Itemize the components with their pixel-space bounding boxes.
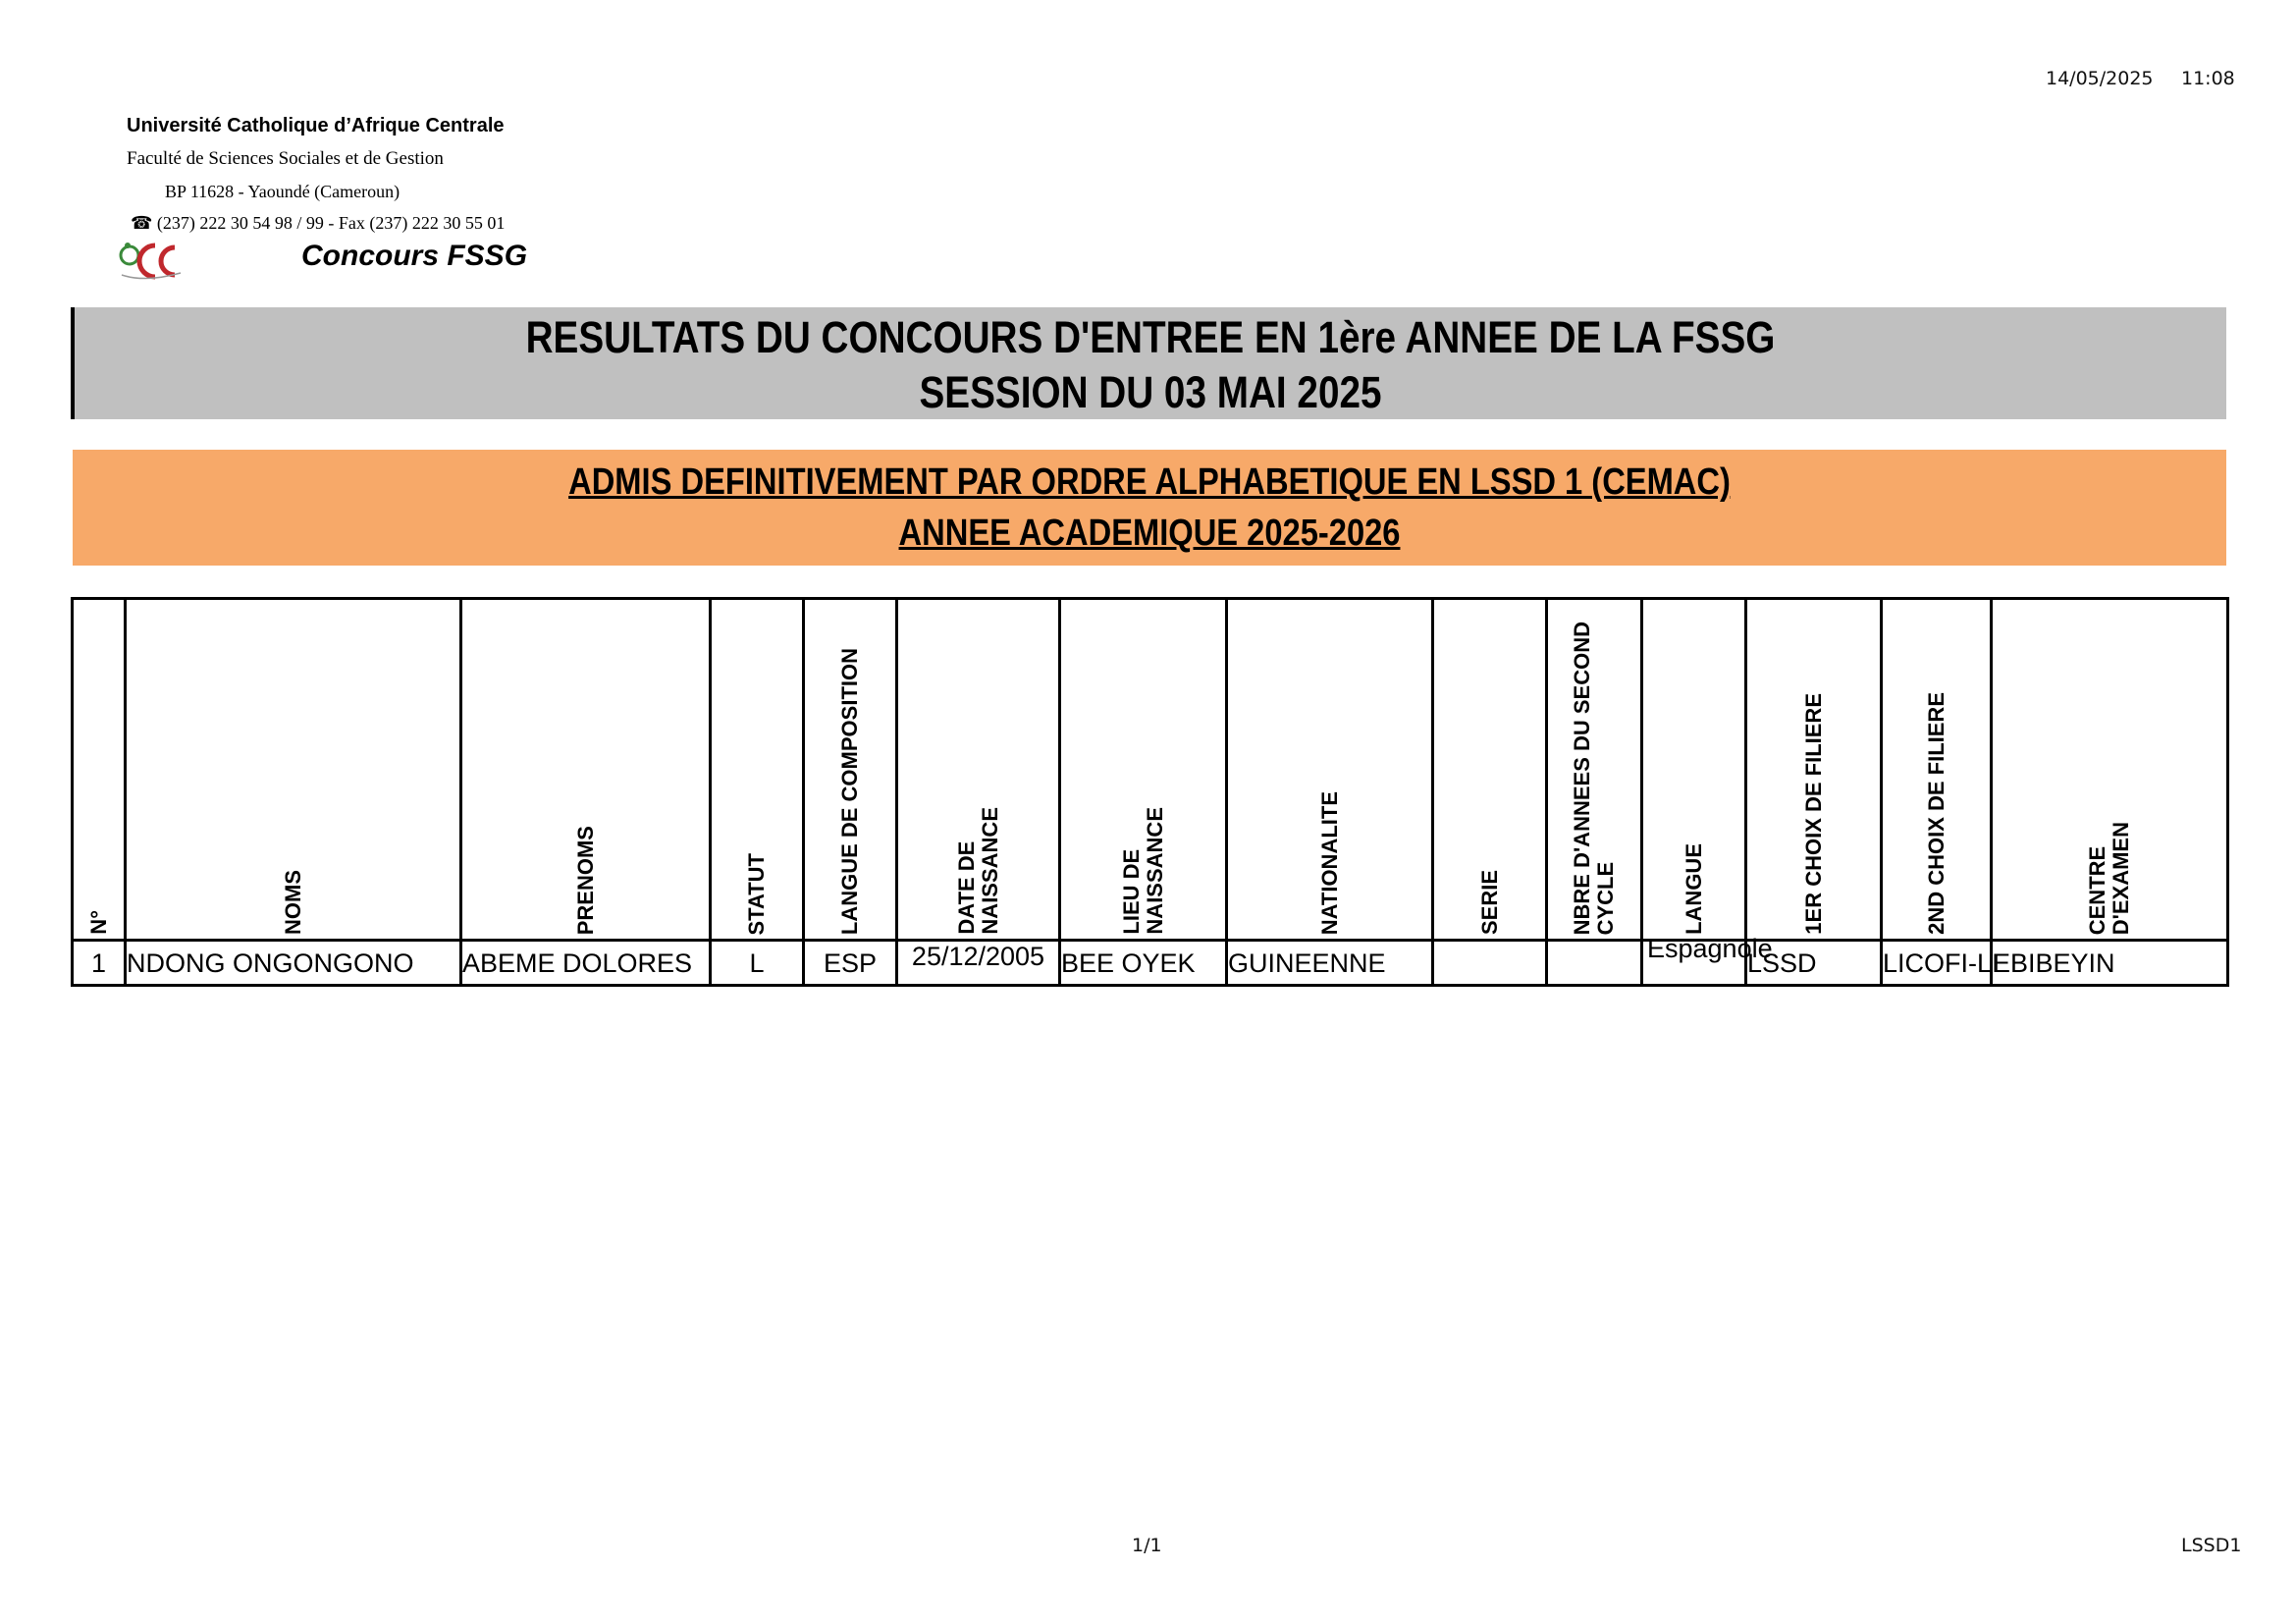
cell-serie (1433, 941, 1547, 986)
faculty-name: Faculté de Sciences Sociales et de Gestion (127, 148, 444, 169)
cell-langue-composition: ESP (804, 941, 897, 986)
column-header-noms-label: NOMS (280, 870, 305, 935)
phone-line (131, 213, 505, 234)
column-header-lieu-naissance (1060, 599, 1227, 941)
cell-lieu-naissance: BEE OYEK (1060, 941, 1227, 986)
cell-choix1: LSSD (1746, 941, 1882, 986)
column-header-prenoms-label: PRENOMS (572, 825, 598, 935)
table-header-row (73, 599, 2228, 941)
admission-subtitle-band (73, 450, 2226, 566)
column-header-num-label: N° (85, 910, 111, 935)
column-header-nbre-annees-label: NBRE D'ANNEES DU SECOND CYCLE (1570, 621, 1618, 935)
column-header-lieu-naissance-label: LIEU DE NAISSANCE (1118, 807, 1167, 935)
phone-icon: ☎ (131, 213, 153, 233)
cell-choix2: LICOFI-LI (1882, 941, 1992, 986)
column-header-nationalite (1227, 599, 1433, 941)
results-title-band (71, 307, 2226, 419)
column-header-choix1-label: 1ER CHOIX DE FILIERE (1800, 693, 1826, 935)
column-header-num (73, 599, 126, 941)
cell-langue (1642, 934, 1773, 986)
cell-date-naissance: 25/12/2005 (897, 941, 1060, 986)
column-header-centre-label: CENTRE D'EXAMEN (2085, 821, 2133, 935)
cell-num: 1 (73, 941, 126, 986)
column-header-langue-label: LANGUE (1681, 843, 1706, 935)
concours-label: Concours FSSG (301, 240, 528, 272)
results-table (71, 597, 2229, 987)
column-header-choix2 (1882, 599, 1992, 941)
cell-centre: EBIBEYIN (1992, 941, 2228, 986)
university-name: Université Catholique d’Afrique Centrale (127, 115, 505, 136)
column-header-langue (1642, 599, 1746, 941)
cell-prenom: ABEME DOLORES (461, 941, 711, 986)
table-row (73, 941, 2228, 986)
column-header-nbre-annees (1547, 599, 1642, 941)
column-header-choix2-label: 2ND CHOIX DE FILIERE (1923, 692, 1949, 935)
print-time: 11:08 (2181, 68, 2235, 89)
column-header-serie-label: SERIE (1476, 869, 1502, 935)
academic-year: ANNEE ACADEMIQUE 2025-2026 (898, 513, 1401, 554)
results-title-line2: SESSION DU 03 MAI 2025 (919, 367, 1382, 417)
column-header-date-naissance (897, 599, 1060, 941)
admission-subtitle-line1: ADMIS DEFINITIVEMENT PAR ORDRE ALPHABETIQUE EN LSSD 1 (CEMAC) (568, 461, 1731, 503)
results-title-line1: RESULTATS DU CONCOURS D'ENTREE EN 1ère ANNEE DE LA FSSG (525, 312, 1776, 362)
column-header-centre (1992, 599, 2228, 941)
print-date: 14/05/2025 (2046, 68, 2154, 89)
column-header-nationalite-label: NATIONALITE (1316, 790, 1342, 935)
column-header-statut (711, 599, 804, 941)
column-header-prenoms (461, 599, 711, 941)
column-header-choix1 (1746, 599, 1882, 941)
cell-langue-text: Espagnole (1647, 934, 1773, 963)
column-header-serie (1433, 599, 1547, 941)
cell-statut: L (711, 941, 804, 986)
ucac-logo-icon (116, 236, 187, 285)
phone-numbers: (237) 222 30 54 98 / 99 - Fax (237) 222 30 55 01 (156, 213, 506, 233)
column-header-langue-composition (804, 599, 897, 941)
cell-nom: NDONG ONGONGONO (126, 941, 461, 986)
sheet-name: LSSD1 (2181, 1535, 2242, 1556)
column-header-date-naissance-label: DATE DE NAISSANCE (953, 807, 1002, 935)
column-header-statut-label: STATUT (744, 852, 769, 935)
column-header-noms (126, 599, 461, 941)
address-line: BP 11628 - Yaoundé (Cameroun) (165, 182, 400, 201)
column-header-langue-composition-label: LANGUE DE COMPOSITION (837, 647, 862, 935)
cell-nbre-annees (1547, 941, 1642, 986)
cell-nationalite: GUINEENNE (1227, 941, 1433, 986)
page-number: 1/1 (1132, 1535, 1162, 1556)
